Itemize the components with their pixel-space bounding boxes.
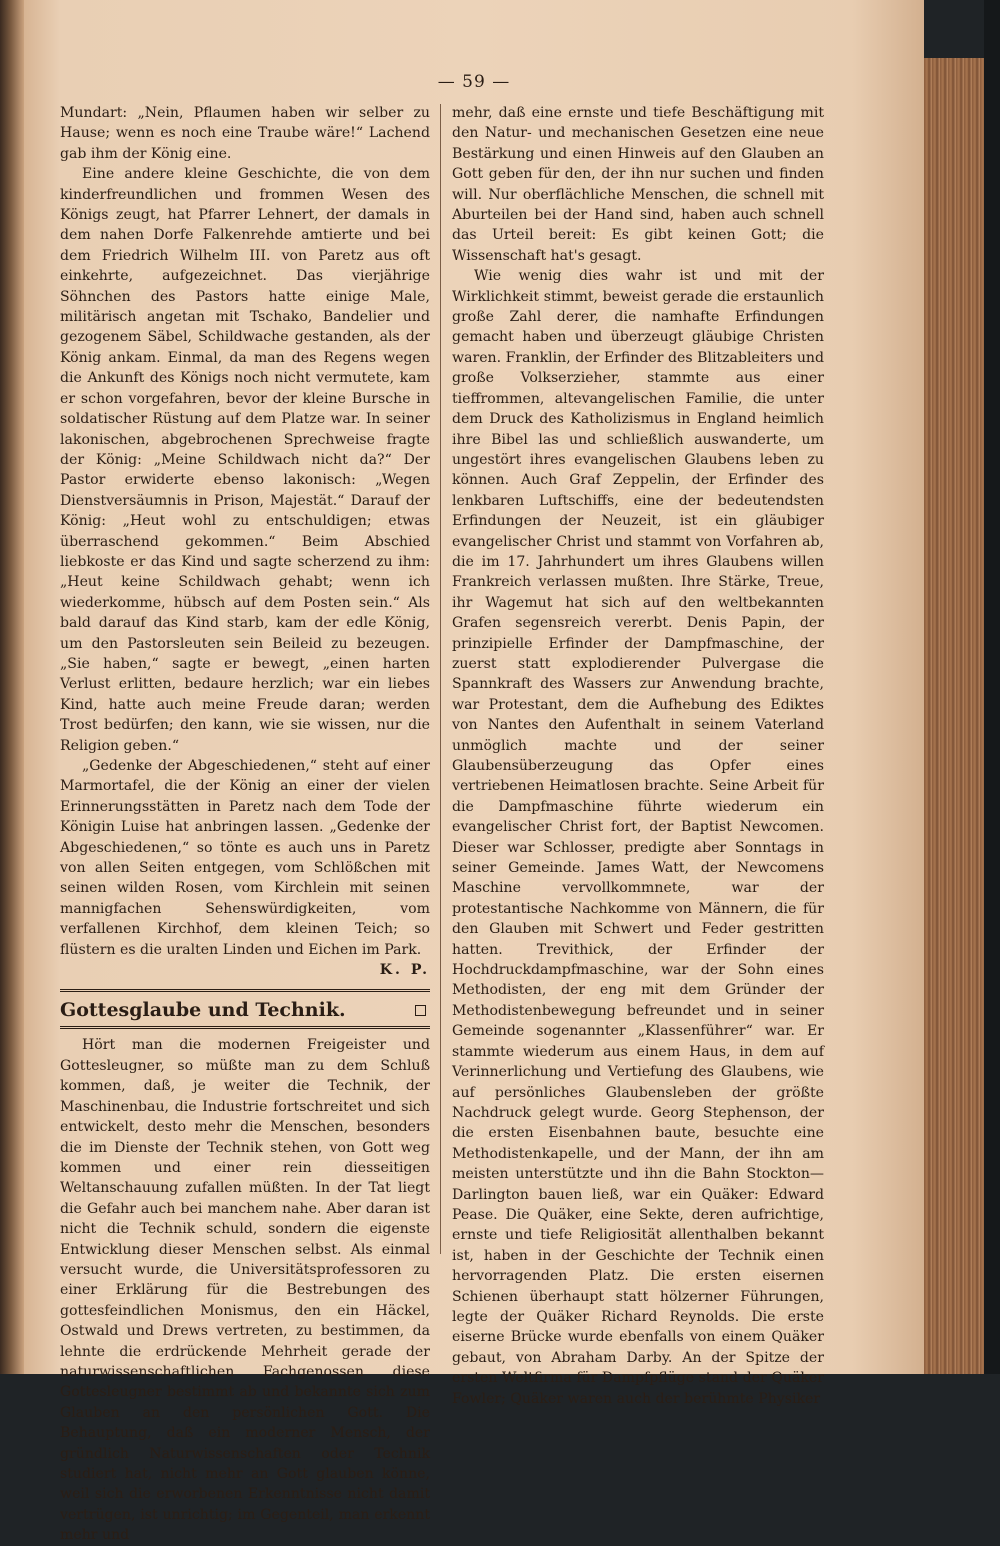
section-divider <box>60 989 430 992</box>
heading-underline <box>60 1026 430 1029</box>
paragraph: „Gedenke der Abgeschiedenen,“ steht auf einer Marmortafel, die der König an einer der vielen Erinnerungsstätten in Paretz nach dem Tode der Königin Luise hat anbringen lassen. „Gedenke der Abgeschiedenen,“ so tönte es auch uns in Paretz von allen Seiten entgegen, vom Schlößchen mit seinen wilden Rosen, vom Kirchlein mit seinen mannigfachen Sehenswürdigkeiten, vom verfallenen Kirchhof, dem kleinen Teich; so flüstern es die uralten Linden und Eichen im Park. <box>60 758 430 958</box>
article-title: Gottesglaube und Technik. <box>60 999 346 1022</box>
article-heading <box>60 998 430 1022</box>
left-column <box>60 103 430 1546</box>
paragraph: Hört man die modernen Freigeister und Gottesleugner, so müßte man zu dem Schluß kommen, daß, je weiter die Technik, der Maschinenbau, die Industrie fortschreitet und sich entwickelt, desto mehr die Menschen, besonders die im Dienste der Technik stehen, von Gott weg kommen und einer rein diesseitigen Weltanschauung zufallen müßten. In der Tat liegt die Gefahr auch bei manchem nahe. Aber daran ist nicht die Technik schuld, sondern die eigenste Entwicklung dieser Menschen selbst. Als einmal versucht wurde, die Universitätsprofessoren zu einer Erklärung für die Bestrebungen des gottesfeindlichen Monismus, den ein Häckel, Ostwald und Drews vertreten, zu bestimmen, da lehnte die erdrückende Mehrheit gerade der naturwissenschaftlichen Fachgenossen diese Gottesleugner bestimmt ab und bekannte sich zum Glauben an den persönlichen Gott. Die Behauptung, daß ein moderner Mensch, der gründlich Naturwissenschaften oder Technik studiert hat, nicht mehr an Gott glauben könne, weil sich die erworbenen Erkenntnisse nicht damit vertrügen, ist unrichtig; im Gegenteil, man erkennt mehr und <box>60 1037 430 1544</box>
page-stack-edge <box>922 58 986 1374</box>
author-signature: K. P. <box>379 962 430 979</box>
square-ornament-icon <box>415 1005 426 1016</box>
book-page <box>24 0 924 1544</box>
page-number: — 59 — <box>437 72 511 92</box>
column-divider <box>440 104 441 1254</box>
right-column <box>452 103 824 1409</box>
paragraph: Mundart: „Nein, Pflaumen haben wir selber zu Hause; wenn es noch eine Traube wäre!“ Lachend gab ihm der König eine. <box>60 105 430 162</box>
paragraph: Eine andere kleine Geschichte, die von dem kinderfreundlichen und frommen Wesen des Königs zeugt, hat Pfarrer Lehnert, der damals in dem nahen Dorfe Falkenrehde amtierte und bei dem Friedrich Wilhelm III. von Paretz aus oft einkehrte, aufgezeichnet. Das vierjährige Söhnchen des Pastors hatte einige Male, militärisch angetan mit Tschako, Bandelier und gezogenem Säbel, Schildwache gestanden, als der König ankam. Einmal, da man des Regens wegen die Ankunft des Königs noch nicht vermutete, kam er schon vorgefahren, bevor der kleine Bursche in soldatischer Rüstung auf dem Platze war. In seiner lakonischen, abgebrochenen Sprechweise fragte der König: „Meine Schildwach nicht da?“ Der Pastor erwiderte ebenso lakonisch: „Wegen Dienstversäumnis in Prison, Majestät.“ Darauf der König: „Heut wohl zu entschuldigen; etwas überraschend gekommen.“ Beim Abschied liebkoste er das Kind und sagte scherzend zu ihm: „Heut keine Schildwach gehabt; wenn ich wiederkomme, hübsch auf dem Posten sein.“ Als bald darauf das Kind starb, kam der edle König, um den Pastorsleuten sein Beileid zu bezeugen. „Sie haben,“ sagte er bewegt, „einen harten Verlust erlitten, bedaure herzlich; war ein liebes Kind, hatte auch meine Freude daran; werden Trost bedürfen; den kann, wie sie wissen, nur die Religion geben.“ <box>60 166 430 754</box>
paragraph: mehr, daß eine ernste und tiefe Beschäftigung mit den Natur- und mechanischen Gesetzen eine neue Bestärkung und einen Hinweis auf den Glauben an Gott geben für den, der ihn nur suchen und finden will. Nur oberflächliche Menschen, die schnell mit Aburteilen bei der Hand sind, haben auch schnell das Urteil bereit: Es gibt keinen Gott; die Wissenschaft hat's gesagt. <box>452 105 824 264</box>
signature-line <box>60 960 430 980</box>
book-spine <box>984 0 1000 1374</box>
book-left-edge <box>0 0 24 1374</box>
paragraph: Wie wenig dies wahr ist und mit der Wirklichkeit stimmt, beweist gerade die erstaunlich große Zahl derer, die namhafte Erfindungen gemacht haben und überzeugt gläubige Christen waren. Franklin, der Erfinder des Blitzableiters und große Volkserzieher, stammte aus einer tieffrommen, altevangelischen Familie, die unter dem Druck des Katholizismus in England heimlich ihre Bibel las und schließlich auswanderte, um ungestört ihres evangelischen Glaubens leben zu können. Auch Graf Zeppelin, der Erfinder des lenkbaren Luftschiffs, eine der bedeutendsten Erfindungen der Neuzeit, ist ein gläubiger evangelischer Christ und stammt von Vorfahren ab, die im 17. Jahrhundert um ihres Glaubens willen Frankreich verlassen mußten. Ihre Stärke, Treue, ihr Wagemut hat sich auf den weltbekannten Grafen segensreich vererbt. Denis Papin, der prinzipielle Erfinder der Dampfmaschine, der zuerst statt explodierender Pulvergase die Spannkraft des Wassers zur Anwendung brachte, war Protestant, dem die Aufhebung des Ediktes von Nantes den Aufenthalt in seinem Vaterland unmöglich machte und der seiner Glaubensüberzeugung das Opfer eines vertriebenen Heimatlosen brachte. Seine Arbeit für die Dampfmaschine führte wiederum ein evangelischer Christ fort, der Baptist Newcomen. Dieser war Schlosser, predigte aber Sonntags in seiner Gemeinde. James Watt, der Newcomens Maschine vervollkommnete, war der protestantische Nachkomme von Männern, die für den Glauben mit Schwert und Feder gestritten hatten. Trevithick, der Erfinder der Hochdruckdampfmaschine, war der Sohn eines Methodisten, der eng mit dem Gründer der Methodistenbewegung befreundet und in seiner Gemeinde sogenannter „Klassenführer“ war. Er stammte wiederum aus einem Haus, in dem auf Verinnerlichung und Vertiefung des Glaubens, wie auf persönliches Glaubensleben der größte Nachdruck gelegt wurde. Georg Stephenson, der die ersten Eisenbahnen baute, besuchte eine Methodistenkapelle, und der Mann, der ihn am meisten unterstützte und ihn die Bahn Stockton—Darlington bauen ließ, war ein Quäker: Edward Pease. Die Quäker, eine Sekte, deren aufrichtige, ernste und tiefe Religiosität allenthalben bekannt ist, haben in der Geschichte der Technik einen hervorragenden Platz. Die ersten eisernen Schienen überhaupt statt hölzerner Führungen, legte der Quäker Richard Reynolds. Die erste eiserne Brücke wurde ebenfalls von einem Quäker gebaut, von Abraham Darby. An der Spitze der ersten Weltfirma für Dampfpflüge stand der Quäker Fowler; Quäker waren auch der berühmte Physiker <box>452 268 824 1407</box>
